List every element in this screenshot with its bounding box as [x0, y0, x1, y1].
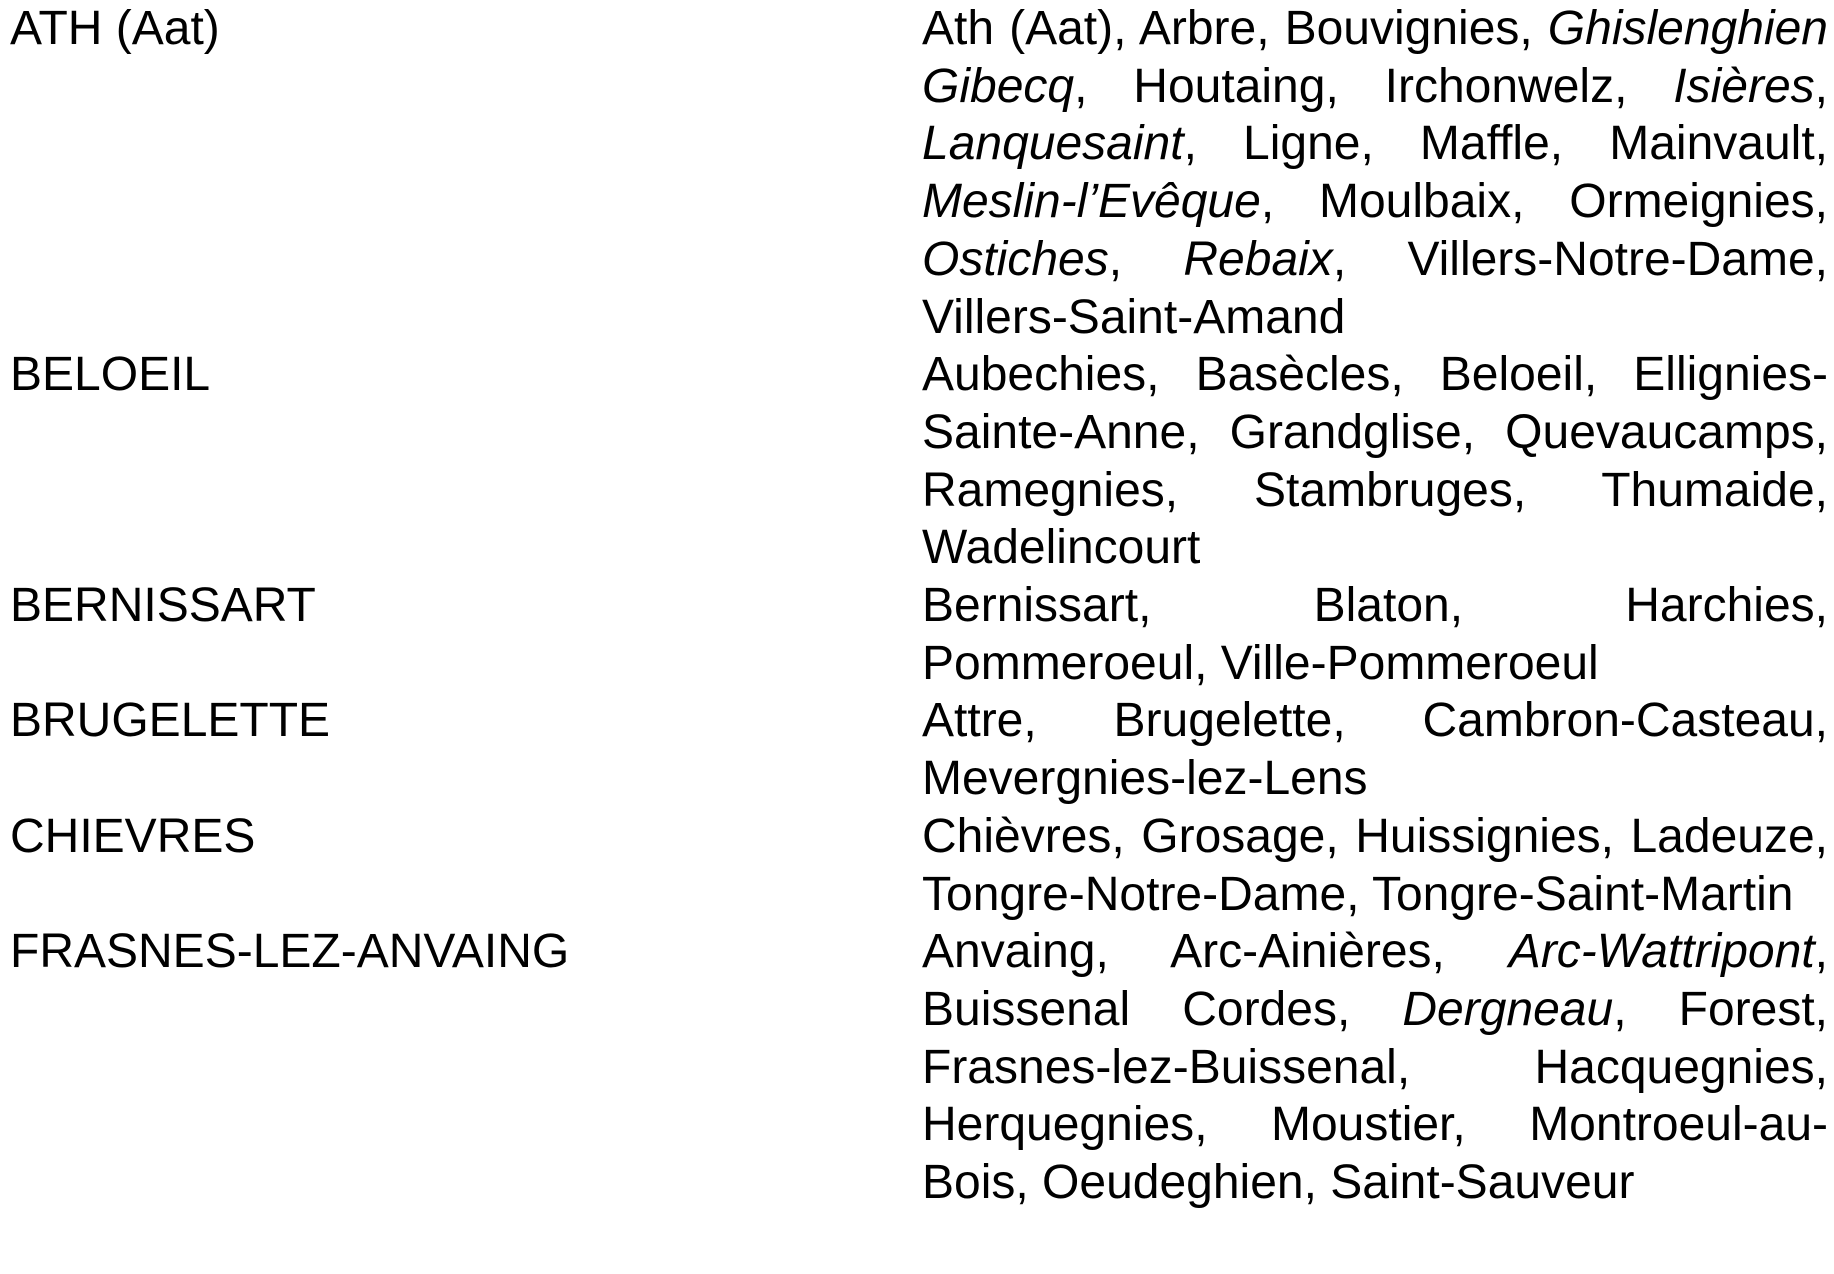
locality-name: Ramegnies: [922, 463, 1165, 517]
commune-name: BELOEIL: [10, 348, 211, 402]
locality-name: Moustier: [1270, 1098, 1453, 1152]
locality-name: Villers-Saint-Amand: [922, 290, 1346, 344]
locality-list: Chièvres, Grosage, Huissignies, Ladeuze, Tongre-Notre-Dame, Tongre-Saint-Martin: [922, 809, 1828, 921]
locality-name: Rebaix: [1183, 232, 1333, 286]
commune-name: BERNISSART: [10, 579, 316, 633]
locality-name: Meslin-l’Evêque: [922, 175, 1261, 229]
locality-name: Montroeul-au-Bois: [922, 1098, 1828, 1210]
locality-name: Bouvignies: [1284, 2, 1520, 55]
locality-name: Chièvres: [922, 809, 1112, 863]
locality-name: Grosage: [1141, 809, 1326, 863]
locality-name: Mainvault: [1609, 117, 1815, 171]
locality-name: Lanquesaint: [922, 117, 1184, 171]
locality-name: Ligne: [1243, 117, 1361, 171]
locality-list: Attre, Brugelette, Cambron-Casteau, Mevergnies-lez-Lens: [922, 694, 1828, 806]
commune-name: BRUGELETTE: [10, 694, 331, 748]
locality-name: Blaton: [1313, 579, 1450, 633]
locality-name: Beloeil: [1439, 348, 1584, 402]
locality-name: Attre: [922, 694, 1024, 748]
locality-name: Ville-Pommeroeul: [1220, 636, 1599, 690]
commune-locality-table: [10, 0, 1830, 1212]
locality-name: Irchonwelz: [1384, 59, 1615, 113]
locality-list: Ath (Aat), Arbre, Bouvignies, Ghislenghien Gibecq, Houtaing, Irchonwelz, Isières, Lanquesaint, Ligne, Maffle, Mainvault, Meslin-l’Evêque, Moulbaix, Ormeignies, Ostiches, Rebaix, Villers-Notre-Dame, Villers-Saint-Amand: [922, 2, 1829, 344]
locality-name: Ladeuze: [1630, 809, 1815, 863]
locality-name: Forest: [1678, 982, 1815, 1036]
commune-entry: [10, 808, 1830, 923]
locality-name: Houtaing: [1133, 59, 1326, 113]
locality-list: Anvaing, Arc-Ainières, Arc-Wattripont, Buissenal Cordes, Dergneau, Forest, Frasnes-lez-Buissenal, Hacquegnies, Herquegnies, Moustier, Montroeul-au-Bois, Oeudeghien, Saint-Sauveur: [922, 925, 1828, 1210]
locality-name: Herquegnies: [922, 1098, 1195, 1152]
locality-name: Bernissart: [922, 579, 1139, 633]
locality-list: Bernissart, Blaton, Harchies, Pommeroeul, Ville-Pommeroeul: [922, 579, 1828, 690]
commune-entry: [10, 346, 1830, 577]
locality-name: Hacquegnies: [1534, 1040, 1815, 1094]
locality-name: Oeudeghien: [1042, 1156, 1304, 1210]
locality-name: Tongre-Saint-Martin: [1371, 867, 1794, 921]
locality-name: Grandglise: [1229, 405, 1462, 459]
commune-entry: [10, 577, 1830, 692]
locality-name: Anvaing: [922, 925, 1096, 979]
locality-name: Aubechies: [922, 348, 1147, 402]
locality-name: Thumaide: [1601, 463, 1815, 517]
locality-name: Ghislenghien Gibecq: [922, 2, 1828, 113]
locality-name: Tongre-Notre-Dame: [922, 867, 1347, 921]
locality-name: Isières: [1673, 59, 1815, 113]
locality-name: Dergneau: [1402, 982, 1614, 1036]
commune-name: FRASNES-LEZ-ANVAING: [10, 925, 570, 979]
locality-name: Frasnes-lez-Buissenal: [922, 1040, 1397, 1094]
locality-name: Villers-Notre-Dame: [1407, 232, 1815, 286]
locality-name: Huissignies: [1355, 809, 1601, 863]
locality-name: Arc-Wattripont: [1508, 925, 1815, 979]
locality-name: Saint-Sauveur: [1330, 1156, 1635, 1210]
locality-name: Cambron-Casteau: [1422, 694, 1815, 748]
commune-name: ATH (Aat): [10, 2, 220, 55]
commune-entry: [10, 923, 1830, 1212]
locality-name: Moulbaix: [1318, 175, 1512, 229]
locality-name: Arc-Ainières: [1170, 925, 1432, 979]
locality-name: Harchies: [1625, 579, 1815, 633]
locality-name: Basècles: [1195, 348, 1391, 402]
locality-name: Buissenal Cordes: [922, 982, 1337, 1036]
commune-entry: [10, 0, 1830, 346]
locality-name: Ormeignies: [1569, 175, 1815, 229]
locality-name: Ath (Aat): [922, 2, 1114, 55]
locality-name: Ostiches: [922, 232, 1109, 286]
locality-list: Aubechies, Basècles, Beloeil, Ellignies-Sainte-Anne, Grandglise, Quevaucamps, Ramegnies, Stambruges, Thumaide, Wadelincourt: [922, 348, 1829, 575]
locality-name: Maffle: [1419, 117, 1550, 171]
commune-entry: [10, 692, 1830, 807]
locality-name: Brugelette: [1113, 694, 1333, 748]
locality-name: Wadelincourt: [922, 521, 1201, 575]
locality-name: Stambruges: [1254, 463, 1513, 517]
locality-name: Arbre: [1138, 2, 1257, 55]
commune-name: CHIEVRES: [10, 809, 256, 863]
locality-name: Pommeroeul: [922, 636, 1195, 690]
locality-name: Mevergnies-lez-Lens: [922, 752, 1368, 806]
locality-name: Ellignies-Sainte-Anne: [922, 348, 1829, 459]
locality-name: Quevaucamps: [1505, 405, 1815, 459]
